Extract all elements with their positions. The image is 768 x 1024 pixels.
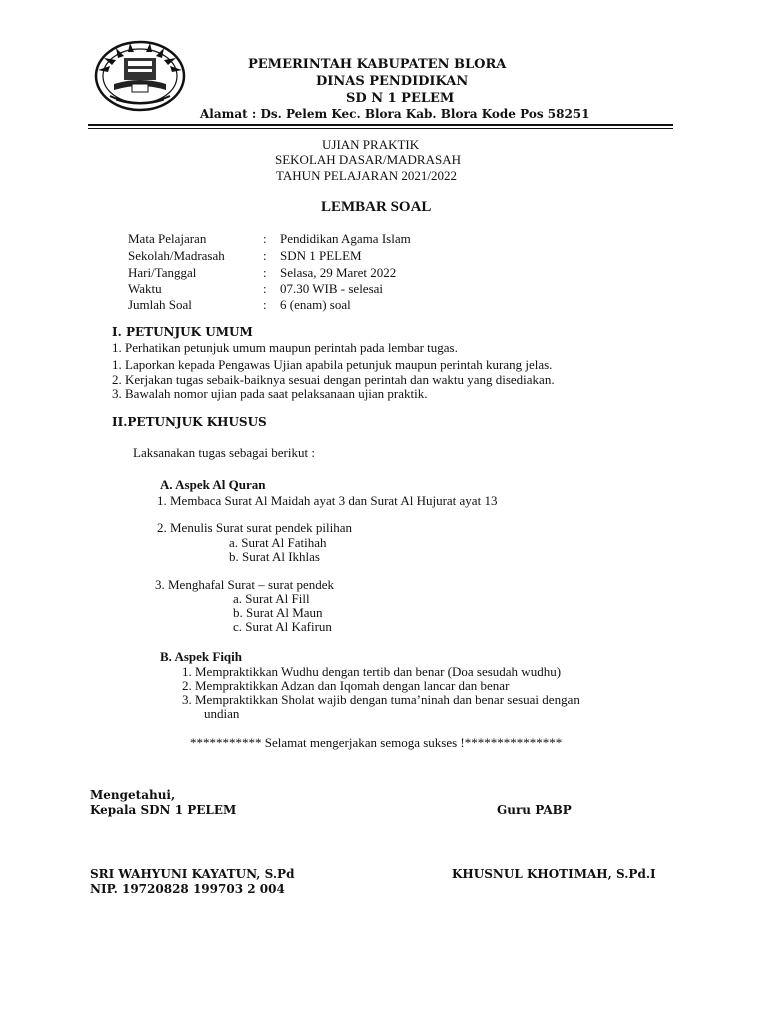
quran-task-2-sub: a. Surat Al Fatihah [229, 535, 327, 550]
field-label: Hari/Tanggal [128, 265, 197, 280]
field-separator: : [263, 281, 267, 296]
general-instruction-item: 3. Bawalah nomor ujian pada saat pelaksanaan ujian praktik. [112, 386, 428, 401]
acknowledged-label: Mengetahui, [90, 788, 176, 802]
exam-title-line2: SEKOLAH DASAR/MADRASAH [275, 152, 461, 167]
header-divider-thin [88, 128, 673, 129]
principal-title: Kepala SDN 1 PELEM [90, 803, 237, 817]
field-separator: : [263, 231, 267, 246]
fiqh-task: 3. Mempraktikkan Sholat wajib dengan tuma’ninah dan benar sesuai dengan [182, 692, 580, 707]
closing-message: *********** Selamat mengerjakan semoga sukses !*************** [190, 735, 563, 750]
general-instruction-item: 1. Laporkan kepada Pengawas Ujian apabila petunjuk maupun perintah kurang jelas. [112, 357, 553, 372]
general-instruction-item: 2. Kerjakan tugas sebaik-baiknya sesuai dengan perintah dan waktu yang disediakan. [112, 372, 555, 387]
quran-task-3: 3. Menghafal Surat – surat pendek [155, 577, 335, 592]
header-address: Alamat : Ds. Pelem Kec. Blora Kab. Blora Kode Pos 58251 [200, 107, 590, 121]
fiqh-task-continuation: undian [204, 706, 240, 721]
teacher-name: KHUSNUL KHOTIMAH, S.Pd.I [452, 867, 656, 881]
general-instruction-item: 1. Perhatikan petunjuk umum maupun perintah pada lembar tugas. [112, 340, 458, 355]
special-instructions-heading: II.PETUNJUK KHUSUS [112, 415, 267, 429]
sheet-title: LEMBAR SOAL [321, 199, 432, 215]
principal-nip: NIP. 19720828 199703 2 004 [90, 882, 285, 896]
general-instructions-heading: I. PETUNJUK UMUM [112, 325, 253, 339]
exam-title-line3: TAHUN PELAJARAN 2021/2022 [276, 168, 457, 183]
field-separator: : [263, 297, 267, 312]
quran-task-3-sub: b. Surat Al Maun [233, 605, 323, 620]
header-government: PEMERINTAH KABUPATEN BLORA [248, 57, 507, 72]
special-instructions-intro: Laksanakan tugas sebagai berikut : [133, 445, 315, 460]
quran-task-1: 1. Membaca Surat Al Maidah ayat 3 dan Surat Al Hujurat ayat 13 [157, 493, 498, 508]
field-separator: : [263, 265, 267, 280]
field-label: Waktu [128, 281, 162, 296]
header-agency: DINAS PENDIDIKAN [316, 74, 469, 89]
field-value: Pendidikan Agama Islam [280, 231, 411, 246]
blora-regency-emblem-icon [94, 40, 186, 112]
field-label: Mata Pelajaran [128, 231, 207, 246]
field-value: 6 (enam) soal [280, 297, 351, 312]
fiqh-task: 2. Mempraktikkan Adzan dan Iqomah dengan lancar dan benar [182, 678, 510, 693]
quran-task-2: 2. Menulis Surat surat pendek pilihan [157, 520, 352, 535]
aspect-quran-heading: A. Aspek Al Quran [160, 477, 266, 492]
principal-name: SRI WAHYUNI KAYATUN, S.Pd [90, 867, 295, 881]
fiqh-task: 1. Mempraktikkan Wudhu dengan tertib dan benar (Doa sesudah wudhu) [182, 664, 562, 679]
quran-task-2-sub: b. Surat Al Ikhlas [229, 549, 320, 564]
header-school: SD N 1 PELEM [346, 91, 455, 106]
header-divider-thick [88, 124, 673, 126]
quran-task-3-sub: c. Surat Al Kafirun [233, 619, 332, 634]
field-label: Sekolah/Madrasah [128, 248, 225, 263]
field-separator: : [263, 248, 267, 263]
aspect-fiqh-heading: B. Aspek Fiqih [160, 649, 243, 664]
quran-task-3-sub: a. Surat Al Fill [233, 591, 310, 606]
teacher-title: Guru PABP [497, 803, 572, 817]
field-value: 07.30 WIB - selesai [280, 281, 384, 296]
field-value: SDN 1 PELEM [280, 248, 362, 263]
exam-title-line1: UJIAN PRAKTIK [322, 137, 420, 152]
field-value: Selasa, 29 Maret 2022 [280, 265, 397, 280]
field-label: Jumlah Soal [128, 297, 192, 312]
